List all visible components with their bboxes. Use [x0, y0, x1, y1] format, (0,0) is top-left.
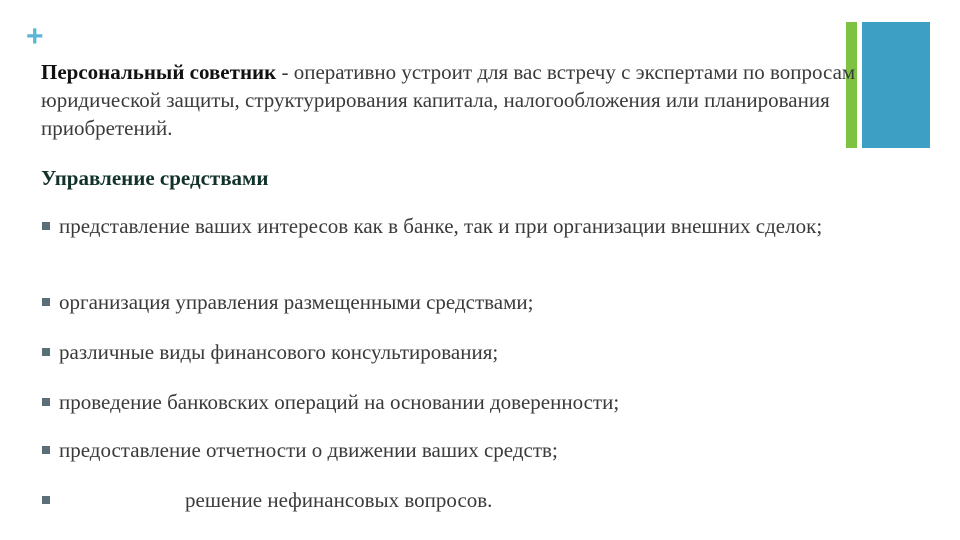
bullet-square-icon	[42, 398, 50, 406]
list-item-text: решение нефинансовых вопросов.	[185, 488, 493, 512]
bullet-square-icon	[42, 496, 50, 504]
list-item-text: организация управления размещенными средствами;	[59, 290, 534, 314]
intro-text: - оперативно устроит для вас встречу с экспертами по вопросам юридической защиты, структурирования капитала, налогообложения или планирования приобретений.	[41, 60, 856, 140]
list-item	[41, 288, 871, 317]
bullet-square-icon	[42, 348, 50, 356]
list-item	[41, 486, 871, 515]
intro-lead: Персональный советник	[41, 60, 277, 84]
list-item-text: различные виды финансового консультирования;	[59, 340, 499, 364]
list-item	[41, 338, 871, 367]
list-item	[41, 436, 871, 465]
bullet-square-icon	[42, 298, 50, 306]
plus-icon: +	[26, 20, 44, 53]
list-item	[41, 388, 871, 417]
intro-paragraph	[41, 58, 911, 142]
list-item-text: представление ваших интересов как в банке, так и при организации внешних сделок;	[59, 214, 823, 238]
list-item-text: проведение банковских операций на основании доверенности;	[59, 390, 620, 414]
section-title: Управление средствами	[41, 166, 269, 190]
list-item-text: предоставление отчетности о движении ваших средств;	[59, 438, 558, 462]
bullet-square-icon	[42, 222, 50, 230]
list-item	[41, 212, 871, 241]
bullet-square-icon	[42, 446, 50, 454]
